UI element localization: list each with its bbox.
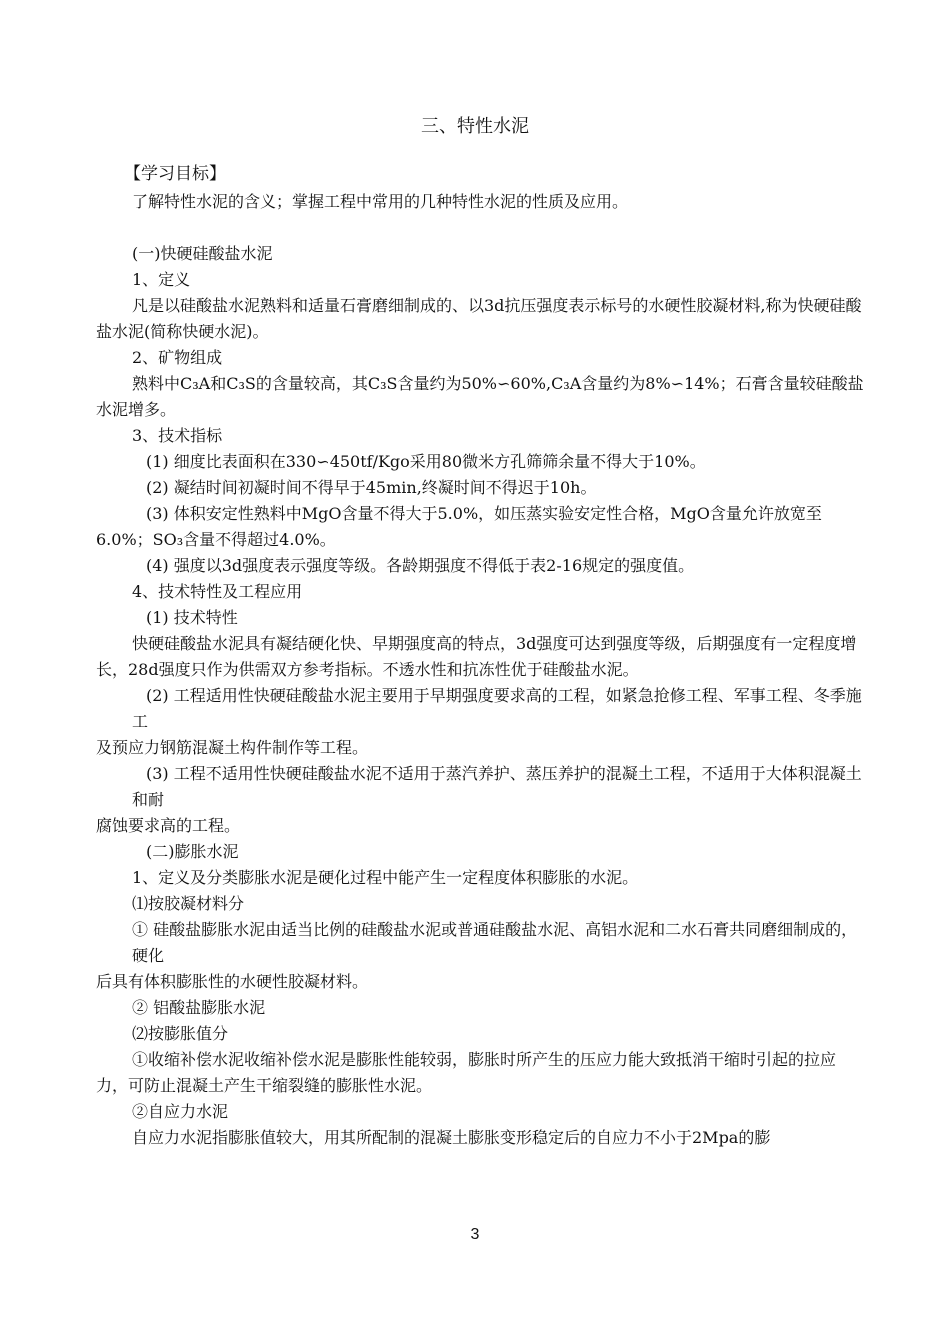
- definition-heading: 1、定义: [132, 270, 191, 289]
- category-item-1-cont: 后具有体积膨胀性的水硬性胶凝材料。: [96, 972, 369, 991]
- category-item-1: ① 硅酸盐膨胀水泥由适当比例的硅酸盐水泥或普通硅酸盐水泥、高铝水泥和二水石膏共同磨细制成的，硬化: [132, 920, 858, 965]
- mineral-text: 熟料中C₃A和C₃S的含量较高，其C₃S含量约为50%∽60%,C₃A含量约为8%∽14%；石膏含量较硅酸盐水泥增多。: [96, 374, 864, 419]
- application-text-1: 快硬硅酸盐水泥具有凝结硬化快、早期强度高的特点，3d强度可达到强度等级，后期强度有一定程度增长，28d强度只作为供需双方参考指标。不透水性和抗冻性优于硅酸盐水泥。: [96, 634, 857, 679]
- application-sub-1: (1) 技术特性: [146, 608, 238, 627]
- tech-item-2: (2) 凝结时间初凝时间不得早于45min,终凝时间不得迟于10h。: [146, 478, 597, 497]
- expansive-definition: 1、定义及分类膨胀水泥是硬化过程中能产生一定程度体积膨胀的水泥。: [132, 868, 639, 887]
- tech-item-4: (4) 强度以3d强度表示强度等级。各龄期强度不得低于表2-16规定的强度值。: [146, 556, 695, 575]
- mineral-heading: 2、矿物组成: [132, 348, 223, 367]
- category-item-3: ①收缩补偿水泥收缩补偿水泥是膨胀性能较弱，膨胀时所产生的压应力能大致抵消干缩时引起的拉应力，可防止混凝土产生干缩裂缝的膨胀性水泥。: [96, 1050, 837, 1095]
- category-expansion: ⑵按膨胀值分: [132, 1024, 229, 1043]
- document-body: [96, 161, 866, 1151]
- spacer: [96, 215, 866, 241]
- definition-text: 凡是以硅酸盐水泥熟料和适量石膏磨细制成的、以3d抗压强度表示标号的水硬性胶凝材料,称为快硬硅酸盐水泥(简称快硬水泥)。: [96, 296, 862, 341]
- category-item-4-text: 自应力水泥指膨胀值较大，用其所配制的混凝土膨胀变形稳定后的自应力不小于2Mpa的膨: [132, 1128, 771, 1147]
- application-item-3: (3) 工程不适用性快硬硅酸盐水泥不适用于蒸汽养护、蒸压养护的混凝土工程，不适用于大体积混凝土和耐: [132, 764, 862, 809]
- page-number: 3: [470, 1226, 480, 1243]
- tech-heading: 3、技术指标: [132, 426, 223, 445]
- application-item-3-cont: 腐蚀要求高的工程。: [96, 816, 241, 835]
- category-binder: ⑴按胶凝材料分: [132, 894, 245, 913]
- application-item-2-cont: 及预应力钢筋混凝土构件制作等工程。: [96, 738, 369, 757]
- application-heading: 4、技术特性及工程应用: [132, 582, 303, 601]
- subsection-heading-expansive: (二)膨胀水泥: [146, 842, 239, 861]
- objective-text: 了解特性水泥的含义；掌握工程中常用的几种特性水泥的性质及应用。: [132, 192, 629, 211]
- application-item-2: (2) 工程适用性快硬硅酸盐水泥主要用于早期强度要求高的工程，如紧急抢修工程、军事工程、冬季施工: [132, 686, 862, 731]
- tech-item-3: (3) 体积安定性熟料中MgO含量不得大于5.0%，如压蒸实验安定性合格，MgO含量允许放宽至6.0%；SO₃含量不得超过4.0%。: [96, 504, 822, 549]
- objective-heading: 【学习目标】: [124, 164, 226, 184]
- tech-item-1: (1) 细度比表面积在330∽450tf/Kgo采用80微米方孔筛筛余量不得大于10%。: [146, 452, 706, 471]
- subsection-heading-rapid-hardening: (一)快硬硅酸盐水泥: [132, 244, 273, 263]
- category-item-2: ② 铝酸盐膨胀水泥: [132, 998, 266, 1017]
- section-title: 三、特性水泥: [421, 116, 529, 137]
- category-item-4: ②自应力水泥: [132, 1102, 229, 1121]
